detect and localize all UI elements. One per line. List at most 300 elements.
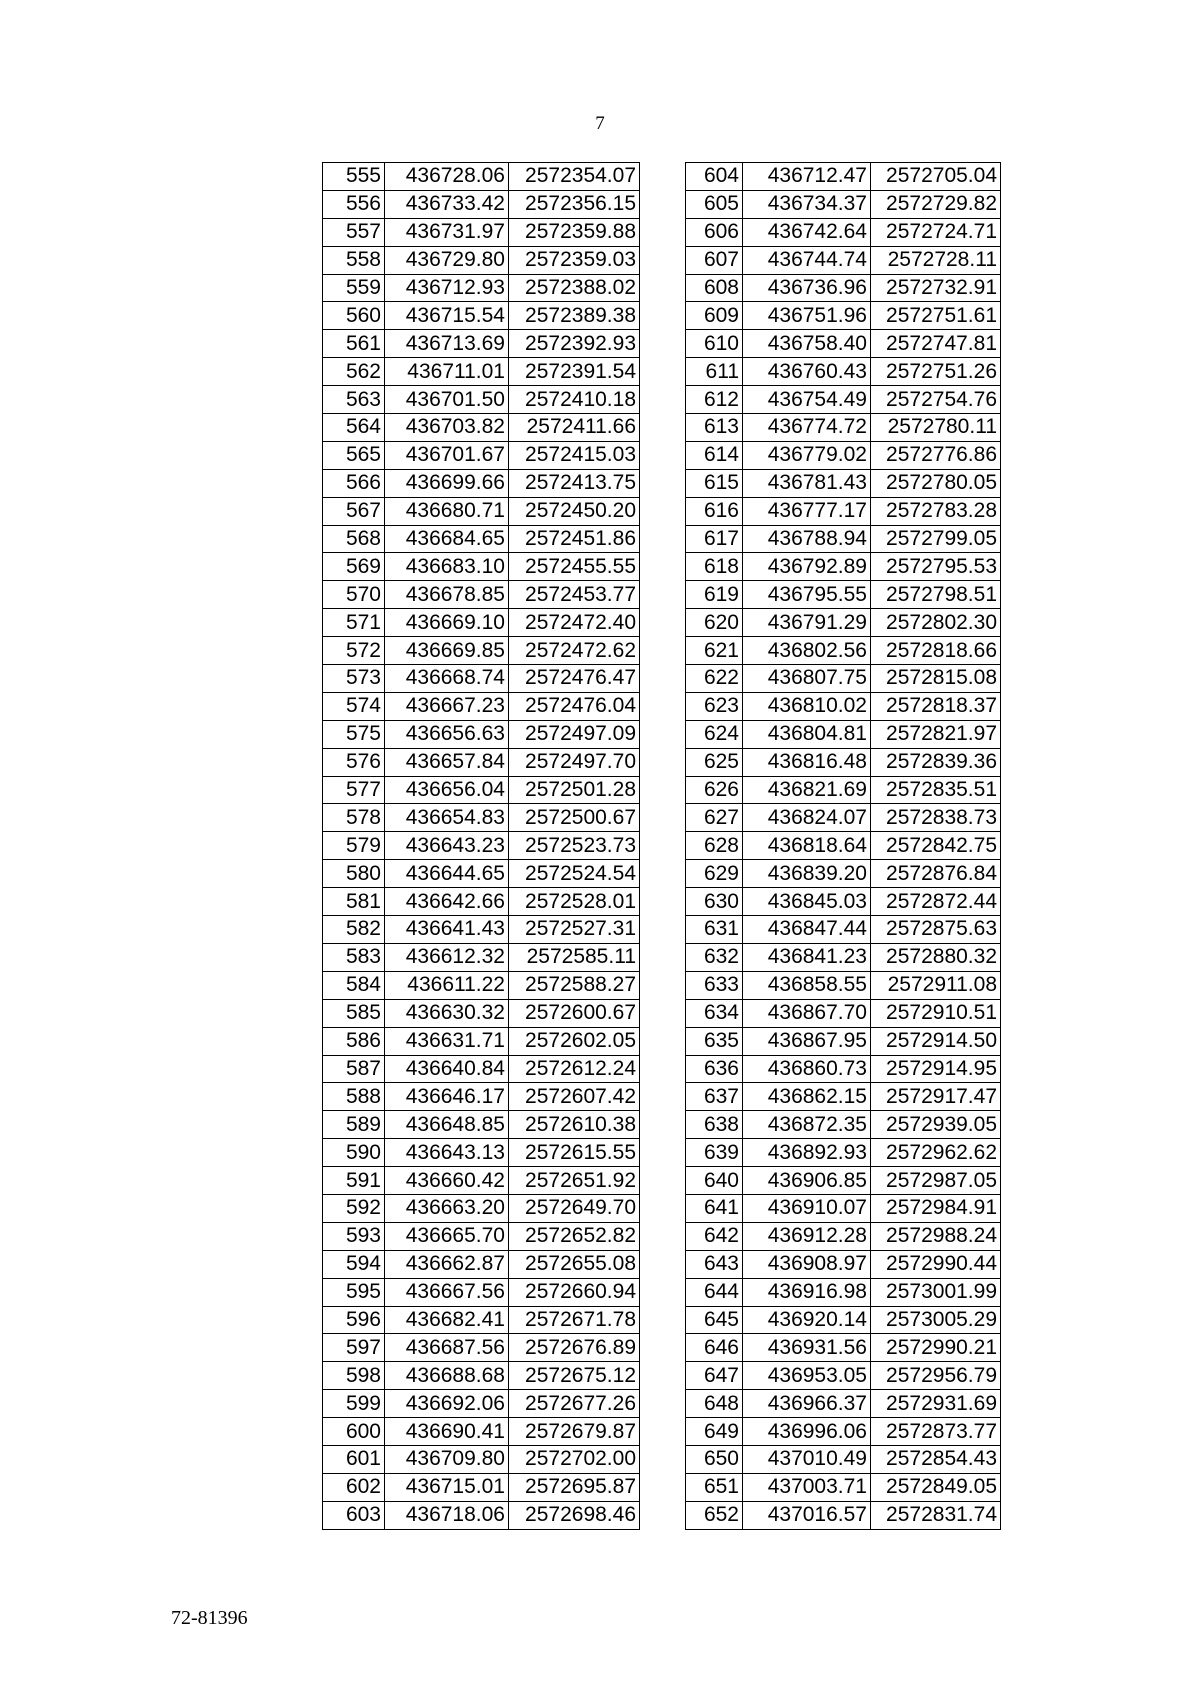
x-coordinate-cell: 436966.37 bbox=[743, 1390, 871, 1418]
point-number-cell: 615 bbox=[686, 469, 743, 497]
table-row bbox=[686, 553, 1001, 581]
point-number-cell: 614 bbox=[686, 441, 743, 469]
y-coordinate-cell: 2572472.40 bbox=[509, 609, 640, 637]
point-number-cell: 569 bbox=[323, 553, 385, 581]
x-coordinate-cell: 436683.10 bbox=[385, 553, 509, 581]
table-row bbox=[323, 497, 640, 525]
x-coordinate-cell: 436663.20 bbox=[385, 1194, 509, 1222]
x-coordinate-cell: 436631.71 bbox=[385, 1027, 509, 1055]
x-coordinate-cell: 436729.80 bbox=[385, 246, 509, 274]
y-coordinate-cell: 2572660.94 bbox=[509, 1278, 640, 1306]
y-coordinate-cell: 2572747.81 bbox=[871, 330, 1001, 358]
x-coordinate-cell: 436892.93 bbox=[743, 1139, 871, 1167]
x-coordinate-cell: 436742.64 bbox=[743, 218, 871, 246]
y-coordinate-cell: 2572799.05 bbox=[871, 525, 1001, 553]
point-number-cell: 609 bbox=[686, 302, 743, 330]
y-coordinate-cell: 2572838.73 bbox=[871, 804, 1001, 832]
table-row bbox=[323, 302, 640, 330]
x-coordinate-cell: 436802.56 bbox=[743, 637, 871, 665]
x-coordinate-cell: 436760.43 bbox=[743, 358, 871, 386]
x-coordinate-cell: 436953.05 bbox=[743, 1362, 871, 1390]
x-coordinate-cell: 436703.82 bbox=[385, 414, 509, 442]
x-coordinate-cell: 436734.37 bbox=[743, 190, 871, 218]
point-number-cell: 580 bbox=[323, 860, 385, 888]
x-coordinate-cell: 436841.23 bbox=[743, 943, 871, 971]
y-coordinate-cell: 2572818.66 bbox=[871, 637, 1001, 665]
table-row bbox=[323, 1055, 640, 1083]
x-coordinate-cell: 436754.49 bbox=[743, 386, 871, 414]
point-number-cell: 652 bbox=[686, 1501, 743, 1529]
point-number-cell: 560 bbox=[323, 302, 385, 330]
x-coordinate-cell: 436640.84 bbox=[385, 1055, 509, 1083]
point-number-cell: 587 bbox=[323, 1055, 385, 1083]
y-coordinate-cell: 2572600.67 bbox=[509, 999, 640, 1027]
table-row bbox=[686, 1055, 1001, 1083]
x-coordinate-cell: 436715.01 bbox=[385, 1473, 509, 1501]
point-number-cell: 582 bbox=[323, 916, 385, 944]
x-coordinate-cell: 436660.42 bbox=[385, 1167, 509, 1195]
y-coordinate-cell: 2572780.05 bbox=[871, 469, 1001, 497]
document-code: 72-81396 bbox=[171, 1607, 248, 1629]
point-number-cell: 577 bbox=[323, 776, 385, 804]
table-row bbox=[686, 1362, 1001, 1390]
table-row bbox=[686, 163, 1001, 191]
point-number-cell: 586 bbox=[323, 1027, 385, 1055]
y-coordinate-cell: 2572356.15 bbox=[509, 190, 640, 218]
x-coordinate-cell: 436690.41 bbox=[385, 1418, 509, 1446]
y-coordinate-cell: 2572602.05 bbox=[509, 1027, 640, 1055]
x-coordinate-cell: 436665.70 bbox=[385, 1222, 509, 1250]
point-number-cell: 642 bbox=[686, 1222, 743, 1250]
table-row bbox=[323, 246, 640, 274]
x-coordinate-cell: 436642.66 bbox=[385, 888, 509, 916]
table-row bbox=[323, 692, 640, 720]
point-number-cell: 641 bbox=[686, 1194, 743, 1222]
table-row bbox=[686, 999, 1001, 1027]
x-coordinate-cell: 436713.69 bbox=[385, 330, 509, 358]
point-number-cell: 643 bbox=[686, 1250, 743, 1278]
x-coordinate-cell: 436807.75 bbox=[743, 665, 871, 693]
table-row bbox=[323, 971, 640, 999]
table-row bbox=[686, 1083, 1001, 1111]
point-number-cell: 561 bbox=[323, 330, 385, 358]
point-number-cell: 648 bbox=[686, 1390, 743, 1418]
x-coordinate-cell: 436872.35 bbox=[743, 1111, 871, 1139]
x-coordinate-cell: 436680.71 bbox=[385, 497, 509, 525]
y-coordinate-cell: 2572842.75 bbox=[871, 832, 1001, 860]
table-row bbox=[323, 469, 640, 497]
x-coordinate-cell: 436818.64 bbox=[743, 832, 871, 860]
point-number-cell: 639 bbox=[686, 1139, 743, 1167]
y-coordinate-cell: 2572455.55 bbox=[509, 553, 640, 581]
point-number-cell: 563 bbox=[323, 386, 385, 414]
table-row bbox=[686, 497, 1001, 525]
table-row bbox=[686, 720, 1001, 748]
point-number-cell: 562 bbox=[323, 358, 385, 386]
point-number-cell: 627 bbox=[686, 804, 743, 832]
y-coordinate-cell: 2572939.05 bbox=[871, 1111, 1001, 1139]
x-coordinate-cell: 436641.43 bbox=[385, 916, 509, 944]
table-row bbox=[686, 302, 1001, 330]
x-coordinate-cell: 436908.97 bbox=[743, 1250, 871, 1278]
x-coordinate-cell: 436692.06 bbox=[385, 1390, 509, 1418]
x-coordinate-cell: 436669.10 bbox=[385, 609, 509, 637]
y-coordinate-cell: 2572615.55 bbox=[509, 1139, 640, 1167]
y-coordinate-cell: 2572917.47 bbox=[871, 1083, 1001, 1111]
table-row bbox=[686, 1445, 1001, 1473]
y-coordinate-cell: 2572831.74 bbox=[871, 1501, 1001, 1529]
point-number-cell: 603 bbox=[323, 1501, 385, 1529]
point-number-cell: 651 bbox=[686, 1473, 743, 1501]
x-coordinate-cell: 436712.47 bbox=[743, 163, 871, 191]
y-coordinate-cell: 2572585.11 bbox=[509, 943, 640, 971]
table-row bbox=[323, 441, 640, 469]
y-coordinate-cell: 2572524.54 bbox=[509, 860, 640, 888]
y-coordinate-cell: 2572776.86 bbox=[871, 441, 1001, 469]
point-number-cell: 631 bbox=[686, 916, 743, 944]
point-number-cell: 613 bbox=[686, 414, 743, 442]
y-coordinate-cell: 2572607.42 bbox=[509, 1083, 640, 1111]
x-coordinate-cell: 436821.69 bbox=[743, 776, 871, 804]
table-row bbox=[323, 1139, 640, 1167]
table-row bbox=[323, 386, 640, 414]
y-coordinate-cell: 2572910.51 bbox=[871, 999, 1001, 1027]
point-number-cell: 650 bbox=[686, 1445, 743, 1473]
x-coordinate-cell: 436701.67 bbox=[385, 441, 509, 469]
x-coordinate-cell: 436612.32 bbox=[385, 943, 509, 971]
table-row bbox=[323, 330, 640, 358]
y-coordinate-cell: 2572612.24 bbox=[509, 1055, 640, 1083]
x-coordinate-cell: 436654.83 bbox=[385, 804, 509, 832]
point-number-cell: 633 bbox=[686, 971, 743, 999]
table-row bbox=[323, 665, 640, 693]
table-row bbox=[686, 218, 1001, 246]
table-row bbox=[686, 274, 1001, 302]
y-coordinate-cell: 2572875.63 bbox=[871, 916, 1001, 944]
y-coordinate-cell: 2572450.20 bbox=[509, 497, 640, 525]
point-number-cell: 611 bbox=[686, 358, 743, 386]
y-coordinate-cell: 2572497.09 bbox=[509, 720, 640, 748]
point-number-cell: 618 bbox=[686, 553, 743, 581]
table-row bbox=[686, 1139, 1001, 1167]
y-coordinate-cell: 2572724.71 bbox=[871, 218, 1001, 246]
y-coordinate-cell: 2572677.26 bbox=[509, 1390, 640, 1418]
table-row bbox=[686, 804, 1001, 832]
table-row bbox=[323, 1418, 640, 1446]
y-coordinate-cell: 2572854.43 bbox=[871, 1445, 1001, 1473]
table-row bbox=[686, 525, 1001, 553]
x-coordinate-cell: 436709.80 bbox=[385, 1445, 509, 1473]
point-number-cell: 601 bbox=[323, 1445, 385, 1473]
y-coordinate-cell: 2572728.11 bbox=[871, 246, 1001, 274]
table-row bbox=[686, 888, 1001, 916]
y-coordinate-cell: 2572962.62 bbox=[871, 1139, 1001, 1167]
table-row bbox=[323, 1111, 640, 1139]
point-number-cell: 556 bbox=[323, 190, 385, 218]
y-coordinate-cell: 2572911.08 bbox=[871, 971, 1001, 999]
x-coordinate-cell: 436701.50 bbox=[385, 386, 509, 414]
y-coordinate-cell: 2572359.03 bbox=[509, 246, 640, 274]
y-coordinate-cell: 2572705.04 bbox=[871, 163, 1001, 191]
x-coordinate-cell: 436643.13 bbox=[385, 1139, 509, 1167]
point-number-cell: 596 bbox=[323, 1306, 385, 1334]
y-coordinate-cell: 2572649.70 bbox=[509, 1194, 640, 1222]
y-coordinate-cell: 2572751.61 bbox=[871, 302, 1001, 330]
x-coordinate-cell: 436678.85 bbox=[385, 581, 509, 609]
table-row bbox=[686, 330, 1001, 358]
y-coordinate-cell: 2572732.91 bbox=[871, 274, 1001, 302]
y-coordinate-cell: 2572839.36 bbox=[871, 748, 1001, 776]
table-row bbox=[686, 832, 1001, 860]
table-row bbox=[323, 916, 640, 944]
x-coordinate-cell: 436731.97 bbox=[385, 218, 509, 246]
x-coordinate-cell: 436810.02 bbox=[743, 692, 871, 720]
x-coordinate-cell: 436667.56 bbox=[385, 1278, 509, 1306]
y-coordinate-cell: 2572795.53 bbox=[871, 553, 1001, 581]
x-coordinate-cell: 436791.29 bbox=[743, 609, 871, 637]
y-coordinate-cell: 2572451.86 bbox=[509, 525, 640, 553]
x-coordinate-cell: 436795.55 bbox=[743, 581, 871, 609]
point-number-cell: 632 bbox=[686, 943, 743, 971]
y-coordinate-cell: 2572415.03 bbox=[509, 441, 640, 469]
x-coordinate-cell: 436824.07 bbox=[743, 804, 871, 832]
x-coordinate-cell: 436667.23 bbox=[385, 692, 509, 720]
y-coordinate-cell: 2572835.51 bbox=[871, 776, 1001, 804]
y-coordinate-cell: 2573005.29 bbox=[871, 1306, 1001, 1334]
table-row bbox=[323, 804, 640, 832]
y-coordinate-cell: 2572876.84 bbox=[871, 860, 1001, 888]
table-row bbox=[323, 943, 640, 971]
point-number-cell: 583 bbox=[323, 943, 385, 971]
point-number-cell: 625 bbox=[686, 748, 743, 776]
x-coordinate-cell: 436912.28 bbox=[743, 1222, 871, 1250]
coordinate-table-left bbox=[322, 162, 640, 1530]
point-number-cell: 588 bbox=[323, 1083, 385, 1111]
point-number-cell: 608 bbox=[686, 274, 743, 302]
x-coordinate-cell: 436733.42 bbox=[385, 190, 509, 218]
y-coordinate-cell: 2572984.91 bbox=[871, 1194, 1001, 1222]
y-coordinate-cell: 2572523.73 bbox=[509, 832, 640, 860]
point-number-cell: 584 bbox=[323, 971, 385, 999]
y-coordinate-cell: 2572802.30 bbox=[871, 609, 1001, 637]
y-coordinate-cell: 2572476.47 bbox=[509, 665, 640, 693]
y-coordinate-cell: 2572501.28 bbox=[509, 776, 640, 804]
point-number-cell: 600 bbox=[323, 1418, 385, 1446]
y-coordinate-cell: 2572528.01 bbox=[509, 888, 640, 916]
point-number-cell: 578 bbox=[323, 804, 385, 832]
point-number-cell: 619 bbox=[686, 581, 743, 609]
table-row bbox=[686, 692, 1001, 720]
x-coordinate-cell: 436788.94 bbox=[743, 525, 871, 553]
x-coordinate-cell: 436668.74 bbox=[385, 665, 509, 693]
table-row bbox=[686, 776, 1001, 804]
x-coordinate-cell: 436688.68 bbox=[385, 1362, 509, 1390]
table-row bbox=[323, 999, 640, 1027]
table-row bbox=[686, 1306, 1001, 1334]
table-row bbox=[323, 274, 640, 302]
point-number-cell: 565 bbox=[323, 441, 385, 469]
point-number-cell: 623 bbox=[686, 692, 743, 720]
point-number-cell: 598 bbox=[323, 1362, 385, 1390]
x-coordinate-cell: 436712.93 bbox=[385, 274, 509, 302]
point-number-cell: 617 bbox=[686, 525, 743, 553]
y-coordinate-cell: 2572818.37 bbox=[871, 692, 1001, 720]
y-coordinate-cell: 2572671.78 bbox=[509, 1306, 640, 1334]
point-number-cell: 566 bbox=[323, 469, 385, 497]
y-coordinate-cell: 2572914.95 bbox=[871, 1055, 1001, 1083]
table-row bbox=[686, 581, 1001, 609]
x-coordinate-cell: 436906.85 bbox=[743, 1167, 871, 1195]
x-coordinate-cell: 436736.96 bbox=[743, 274, 871, 302]
y-coordinate-cell: 2572849.05 bbox=[871, 1473, 1001, 1501]
table-row bbox=[323, 1501, 640, 1529]
x-coordinate-cell: 436777.17 bbox=[743, 497, 871, 525]
point-number-cell: 571 bbox=[323, 609, 385, 637]
x-coordinate-cell: 436718.06 bbox=[385, 1501, 509, 1529]
y-coordinate-cell: 2572652.82 bbox=[509, 1222, 640, 1250]
table-row bbox=[323, 553, 640, 581]
point-number-cell: 616 bbox=[686, 497, 743, 525]
point-number-cell: 574 bbox=[323, 692, 385, 720]
table-row bbox=[323, 860, 640, 888]
point-number-cell: 573 bbox=[323, 665, 385, 693]
y-coordinate-cell: 2572990.44 bbox=[871, 1250, 1001, 1278]
y-coordinate-cell: 2572675.12 bbox=[509, 1362, 640, 1390]
table-row bbox=[686, 358, 1001, 386]
y-coordinate-cell: 2572931.69 bbox=[871, 1390, 1001, 1418]
table-row bbox=[686, 441, 1001, 469]
x-coordinate-cell: 436781.43 bbox=[743, 469, 871, 497]
table-row bbox=[686, 386, 1001, 414]
point-number-cell: 638 bbox=[686, 1111, 743, 1139]
x-coordinate-cell: 436611.22 bbox=[385, 971, 509, 999]
x-coordinate-cell: 436792.89 bbox=[743, 553, 871, 581]
table-row bbox=[686, 469, 1001, 497]
y-coordinate-cell: 2572476.04 bbox=[509, 692, 640, 720]
table-row bbox=[323, 414, 640, 442]
table-row bbox=[323, 776, 640, 804]
table-row bbox=[323, 1445, 640, 1473]
y-coordinate-cell: 2572389.38 bbox=[509, 302, 640, 330]
y-coordinate-cell: 2572651.92 bbox=[509, 1167, 640, 1195]
table-row bbox=[323, 1473, 640, 1501]
table-row bbox=[323, 190, 640, 218]
x-coordinate-cell: 436728.06 bbox=[385, 163, 509, 191]
y-coordinate-cell: 2572472.62 bbox=[509, 637, 640, 665]
x-coordinate-cell: 436758.40 bbox=[743, 330, 871, 358]
x-coordinate-cell: 436711.01 bbox=[385, 358, 509, 386]
table-row bbox=[323, 163, 640, 191]
table-row bbox=[686, 971, 1001, 999]
point-number-cell: 604 bbox=[686, 163, 743, 191]
table-row bbox=[323, 1362, 640, 1390]
x-coordinate-cell: 437010.49 bbox=[743, 1445, 871, 1473]
table-row bbox=[686, 1167, 1001, 1195]
y-coordinate-cell: 2572497.70 bbox=[509, 748, 640, 776]
y-coordinate-cell: 2572872.44 bbox=[871, 888, 1001, 916]
x-coordinate-cell: 436996.06 bbox=[743, 1418, 871, 1446]
y-coordinate-cell: 2572391.54 bbox=[509, 358, 640, 386]
y-coordinate-cell: 2572783.28 bbox=[871, 497, 1001, 525]
point-number-cell: 629 bbox=[686, 860, 743, 888]
point-number-cell: 610 bbox=[686, 330, 743, 358]
table-row bbox=[323, 720, 640, 748]
y-coordinate-cell: 2572388.02 bbox=[509, 274, 640, 302]
point-number-cell: 635 bbox=[686, 1027, 743, 1055]
table-row bbox=[686, 1473, 1001, 1501]
table-row bbox=[686, 1222, 1001, 1250]
table-row bbox=[686, 748, 1001, 776]
table-row bbox=[686, 414, 1001, 442]
point-number-cell: 593 bbox=[323, 1222, 385, 1250]
point-number-cell: 590 bbox=[323, 1139, 385, 1167]
point-number-cell: 640 bbox=[686, 1167, 743, 1195]
y-coordinate-cell: 2572698.46 bbox=[509, 1501, 640, 1529]
y-coordinate-cell: 2572990.21 bbox=[871, 1334, 1001, 1362]
table-row bbox=[323, 358, 640, 386]
table-row bbox=[686, 1334, 1001, 1362]
x-coordinate-cell: 436774.72 bbox=[743, 414, 871, 442]
point-number-cell: 634 bbox=[686, 999, 743, 1027]
x-coordinate-cell: 436779.02 bbox=[743, 441, 871, 469]
point-number-cell: 621 bbox=[686, 637, 743, 665]
table-row bbox=[323, 1306, 640, 1334]
point-number-cell: 567 bbox=[323, 497, 385, 525]
x-coordinate-cell: 436630.32 bbox=[385, 999, 509, 1027]
point-number-cell: 594 bbox=[323, 1250, 385, 1278]
y-coordinate-cell: 2572588.27 bbox=[509, 971, 640, 999]
y-coordinate-cell: 2572754.76 bbox=[871, 386, 1001, 414]
point-number-cell: 575 bbox=[323, 720, 385, 748]
point-number-cell: 576 bbox=[323, 748, 385, 776]
table-row bbox=[686, 860, 1001, 888]
point-number-cell: 585 bbox=[323, 999, 385, 1027]
table-row bbox=[323, 1083, 640, 1111]
table-row bbox=[323, 1167, 640, 1195]
point-number-cell: 581 bbox=[323, 888, 385, 916]
point-number-cell: 647 bbox=[686, 1362, 743, 1390]
point-number-cell: 559 bbox=[323, 274, 385, 302]
x-coordinate-cell: 436804.81 bbox=[743, 720, 871, 748]
point-number-cell: 624 bbox=[686, 720, 743, 748]
x-coordinate-cell: 436699.66 bbox=[385, 469, 509, 497]
point-number-cell: 620 bbox=[686, 609, 743, 637]
x-coordinate-cell: 437003.71 bbox=[743, 1473, 871, 1501]
point-number-cell: 595 bbox=[323, 1278, 385, 1306]
x-coordinate-cell: 436669.85 bbox=[385, 637, 509, 665]
x-coordinate-cell: 436643.23 bbox=[385, 832, 509, 860]
table-row bbox=[323, 609, 640, 637]
x-coordinate-cell: 436916.98 bbox=[743, 1278, 871, 1306]
point-number-cell: 589 bbox=[323, 1111, 385, 1139]
point-number-cell: 570 bbox=[323, 581, 385, 609]
x-coordinate-cell: 436867.95 bbox=[743, 1027, 871, 1055]
y-coordinate-cell: 2573001.99 bbox=[871, 1278, 1001, 1306]
point-number-cell: 555 bbox=[323, 163, 385, 191]
point-number-cell: 599 bbox=[323, 1390, 385, 1418]
table-row bbox=[323, 218, 640, 246]
x-coordinate-cell: 436682.41 bbox=[385, 1306, 509, 1334]
y-coordinate-cell: 2572410.18 bbox=[509, 386, 640, 414]
x-coordinate-cell: 436858.55 bbox=[743, 971, 871, 999]
point-number-cell: 612 bbox=[686, 386, 743, 414]
table-row bbox=[686, 1250, 1001, 1278]
table-row bbox=[323, 748, 640, 776]
point-number-cell: 597 bbox=[323, 1334, 385, 1362]
x-coordinate-cell: 436657.84 bbox=[385, 748, 509, 776]
x-coordinate-cell: 436646.17 bbox=[385, 1083, 509, 1111]
y-coordinate-cell: 2572500.67 bbox=[509, 804, 640, 832]
